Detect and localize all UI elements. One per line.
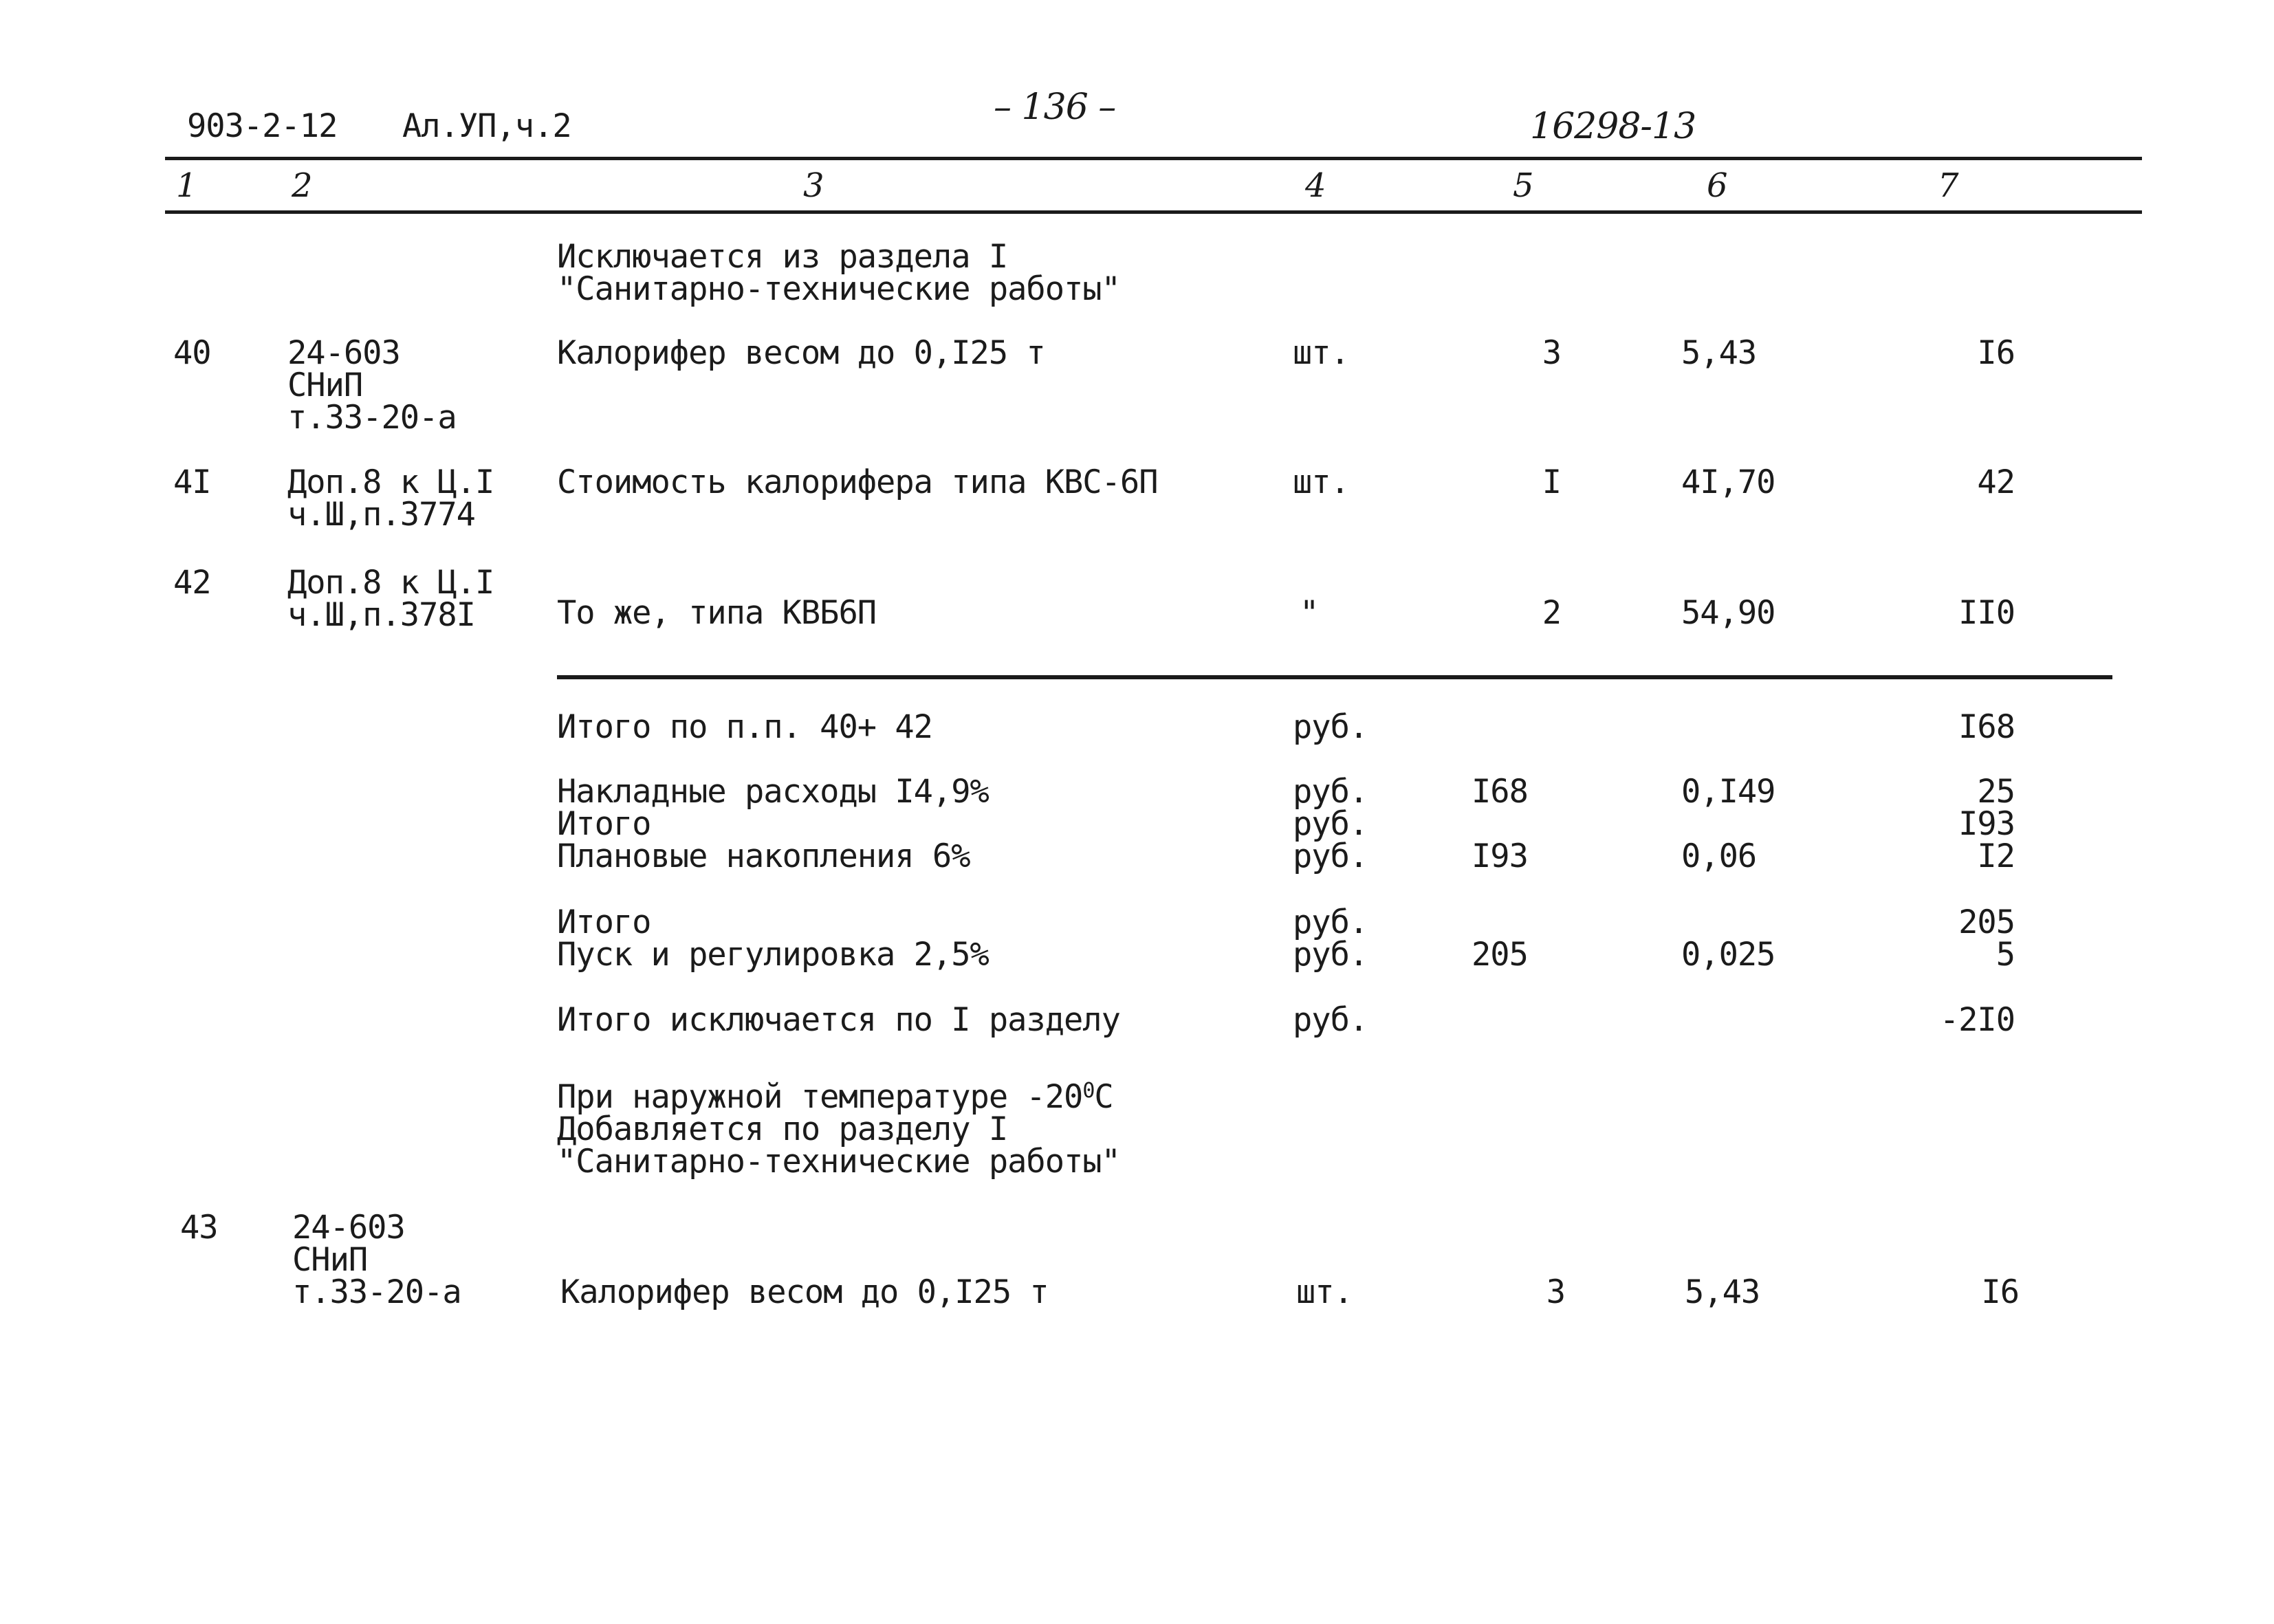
col-header-7: 7 [1938, 166, 1958, 205]
summary-total: 205 [1958, 903, 2015, 941]
summary-total: I93 [1958, 805, 2015, 843]
summary-total: 5 [1996, 936, 2015, 974]
row-total: II0 [1958, 594, 2015, 632]
summary-label: Накладные расходы I4,9% [557, 773, 989, 811]
summary-total: -2I0 [1939, 1001, 2015, 1039]
row-code: Доп.8 к Ц.I [287, 463, 494, 501]
subtotal-rule [557, 675, 2112, 679]
summary-label: Итого [557, 805, 651, 843]
summary-total: 25 [1977, 773, 2015, 811]
row-price: 5,43 [1685, 1273, 1760, 1311]
row-name: Стоимость калорифера типа КВС-6П [557, 463, 1158, 501]
header-rule-top [165, 157, 2142, 160]
row-name: То же, типа КВБ6П [557, 594, 877, 632]
row-number: 4I [173, 463, 211, 501]
row-unit: шт. [1293, 334, 1349, 372]
summary-coef: 0,06 [1681, 837, 1757, 875]
row-qty: 3 [1542, 334, 1561, 372]
row-unit: шт. [1293, 463, 1349, 501]
row-number: 43 [180, 1209, 218, 1247]
col-header-2: 2 [292, 166, 312, 205]
row-code: т.33-20-а [292, 1273, 461, 1311]
album-ref: Ал.УП,ч.2 [402, 107, 571, 145]
row-code: ч.Ш,п.378I [287, 596, 475, 634]
summary-label: Итого по п.п. 40+ 42 [557, 708, 932, 746]
row-qty: 2 [1542, 594, 1561, 632]
summary-base: I68 [1472, 773, 1528, 811]
row-code: т.33-20-а [287, 399, 457, 437]
registration-number: 16298-13 [1530, 106, 1696, 147]
section-excluded-line2: "Санитарно-технические работы" [557, 270, 1120, 308]
header-rule-bottom [165, 210, 2142, 214]
row-number: 42 [173, 564, 211, 602]
row-code: ч.Ш,п.3774 [287, 496, 475, 534]
section-added-line3: "Санитарно-технические работы" [557, 1143, 1120, 1181]
summary-coef: 0,I49 [1681, 773, 1775, 811]
summary-label: Итого исключается по I разделу [557, 1001, 1120, 1039]
summary-base: I93 [1472, 837, 1528, 875]
col-header-4: 4 [1305, 166, 1326, 205]
section-added-line1 [557, 1078, 1113, 1116]
row-code: Доп.8 к Ц.I [287, 564, 494, 602]
section-excluded-line1: Исключается из раздела I [557, 238, 1008, 276]
summary-label: Итого [557, 903, 651, 941]
summary-label: Плановые накопления 6% [557, 837, 970, 875]
row-code: СНиП [292, 1241, 368, 1279]
summary-unit: руб. [1293, 903, 1368, 941]
row-number: 40 [173, 334, 211, 372]
row-unit: " [1300, 594, 1319, 632]
summary-unit: руб. [1293, 837, 1368, 875]
col-header-1: 1 [176, 166, 197, 205]
summary-unit: руб. [1293, 773, 1368, 811]
row-price: 5,43 [1681, 334, 1757, 372]
summary-unit: руб. [1293, 708, 1368, 746]
summary-base: 205 [1472, 936, 1528, 974]
col-header-6: 6 [1707, 166, 1727, 205]
row-name: Калорифер весом до 0,I25 т [557, 334, 1045, 372]
section-added-line2: Добавляется по разделу I [557, 1110, 1008, 1148]
summary-label: Пуск и регулировка 2,5% [557, 936, 989, 974]
col-header-5: 5 [1513, 166, 1533, 205]
row-code: 24-603 [287, 334, 400, 372]
summary-unit: руб. [1293, 1001, 1368, 1039]
row-price: 54,90 [1681, 594, 1775, 632]
row-unit: шт. [1296, 1273, 1353, 1311]
row-name: Калорифер весом до 0,I25 т [560, 1273, 1049, 1311]
summary-unit: руб. [1293, 805, 1368, 843]
row-code: 24-603 [292, 1209, 405, 1247]
section-added-unit: С [1094, 1078, 1113, 1116]
doc-code: 903-2-12 [187, 107, 338, 145]
section-added-text: При наружной температуре -20 [557, 1078, 1083, 1116]
summary-total: I2 [1977, 837, 2015, 875]
row-total: I6 [1977, 334, 2015, 372]
row-total: I6 [1981, 1273, 2019, 1311]
page-number: – 136 – [994, 87, 1116, 128]
summary-unit: руб. [1293, 936, 1368, 974]
degree-mark: 0 [1082, 1079, 1095, 1103]
row-qty: 3 [1546, 1273, 1565, 1311]
row-qty: I [1542, 463, 1561, 501]
row-total: 42 [1977, 463, 2015, 501]
row-price: 4I,70 [1681, 463, 1775, 501]
summary-total: I68 [1958, 708, 2015, 746]
col-header-3: 3 [803, 166, 824, 205]
row-code: СНиП [287, 366, 363, 404]
summary-coef: 0,025 [1681, 936, 1775, 974]
